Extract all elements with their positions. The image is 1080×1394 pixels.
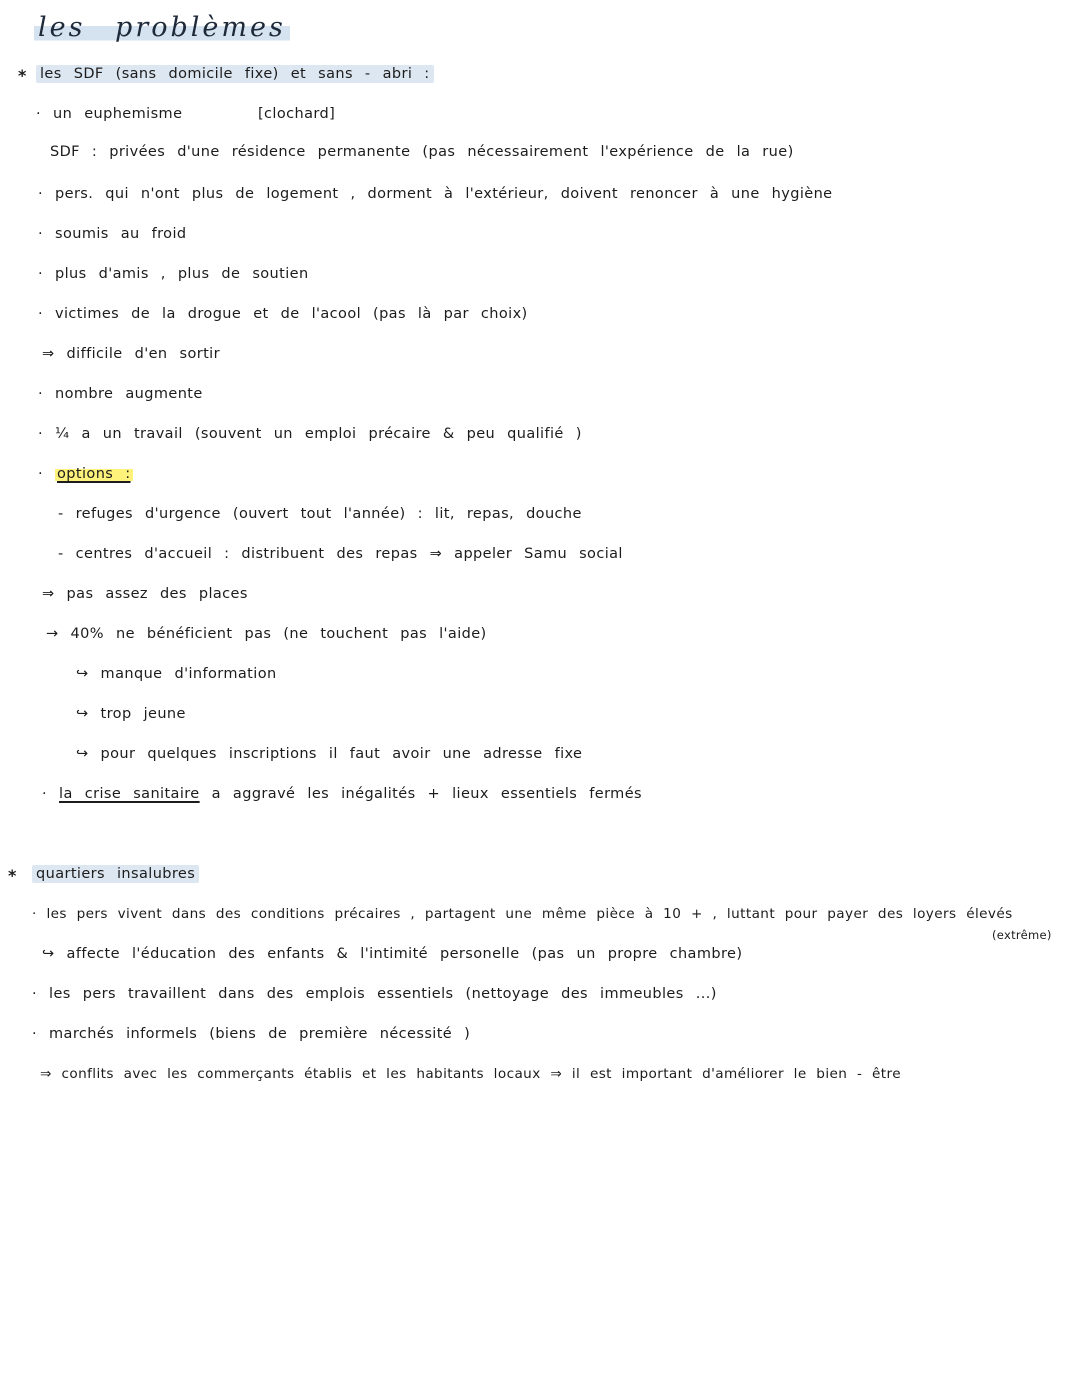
section-1-heading (36, 64, 434, 84)
section-2-heading-text: quartiers insalubres (32, 865, 199, 883)
note-line: · victimes de la drogue et de l'acool (pas là par choix) (38, 306, 528, 322)
note-annotation: (extrême) (992, 928, 1052, 942)
crise-rest: a aggravé les inégalités + lieux essentiels fermés (211, 786, 642, 802)
section-1-heading-text: les SDF (sans domicile fixe) et sans - abri : (36, 65, 434, 83)
sub-note-line: ↪ pour quelques inscriptions il faut avoir une adresse fixe (76, 746, 583, 762)
note-line: ⇒ conflits avec les commerçants établis et les habitants locaux ⇒ il est important d'améliorer le bien - être (40, 1066, 901, 1082)
note-line: ⇒ pas assez des places (42, 586, 248, 602)
section-1-bullet-star: * (18, 66, 27, 85)
note-line: [clochard] (258, 106, 336, 122)
options-label: options : (57, 466, 131, 482)
option-item: - centres d'accueil : distribuent des repas ⇒ appeler Samu social (58, 546, 623, 562)
note-line: SDF : privées d'une résidence permanente (pas nécessairement l'expérience de la rue) (50, 144, 794, 160)
crise-underlined: la crise sanitaire (59, 786, 200, 802)
note-line: ↪ affecte l'éducation des enfants & l'intimité personelle (pas un propre chambre) (42, 946, 743, 962)
note-line: ⇒ difficile d'en sortir (42, 346, 220, 362)
note-line: · les pers travaillent dans des emplois essentiels (nettoyage des immeubles ...) (32, 986, 717, 1002)
note-line: · pers. qui n'ont plus de logement , dorment à l'extérieur, doivent renoncer à une hygiène (38, 186, 833, 202)
option-item: - refuges d'urgence (ouvert tout l'année) : lit, repas, douche (58, 506, 582, 522)
sub-note-line: ↪ trop jeune (76, 706, 186, 722)
section-2-bullet-star: * (8, 866, 17, 885)
note-line: · marchés informels (biens de première nécessité ) (32, 1026, 471, 1042)
page-title: les problèmes (34, 12, 290, 43)
note-line: · nombre augmente (38, 386, 203, 402)
note-line: · plus d'amis , plus de soutien (38, 266, 309, 282)
options-label-line: · options : (38, 466, 131, 482)
section-2-heading (32, 864, 199, 884)
note-line: → 40% ne bénéficient pas (ne touchent pas l'aide) (46, 626, 487, 642)
note-line: · ¼ a un travail (souvent un emploi précaire & peu qualifié ) (38, 426, 582, 442)
note-line: · les pers vivent dans des conditions précaires , partagent une même pièce à 10 + , luttant pour payer des loyers élevés (32, 906, 1013, 922)
note-line: · soumis au froid (38, 226, 187, 242)
crise-line: · la crise sanitaire a aggravé les inégalités + lieux essentiels fermés (42, 786, 642, 802)
note-line: · un euphemisme (36, 106, 183, 122)
sub-note-line: ↪ manque d'information (76, 666, 277, 682)
